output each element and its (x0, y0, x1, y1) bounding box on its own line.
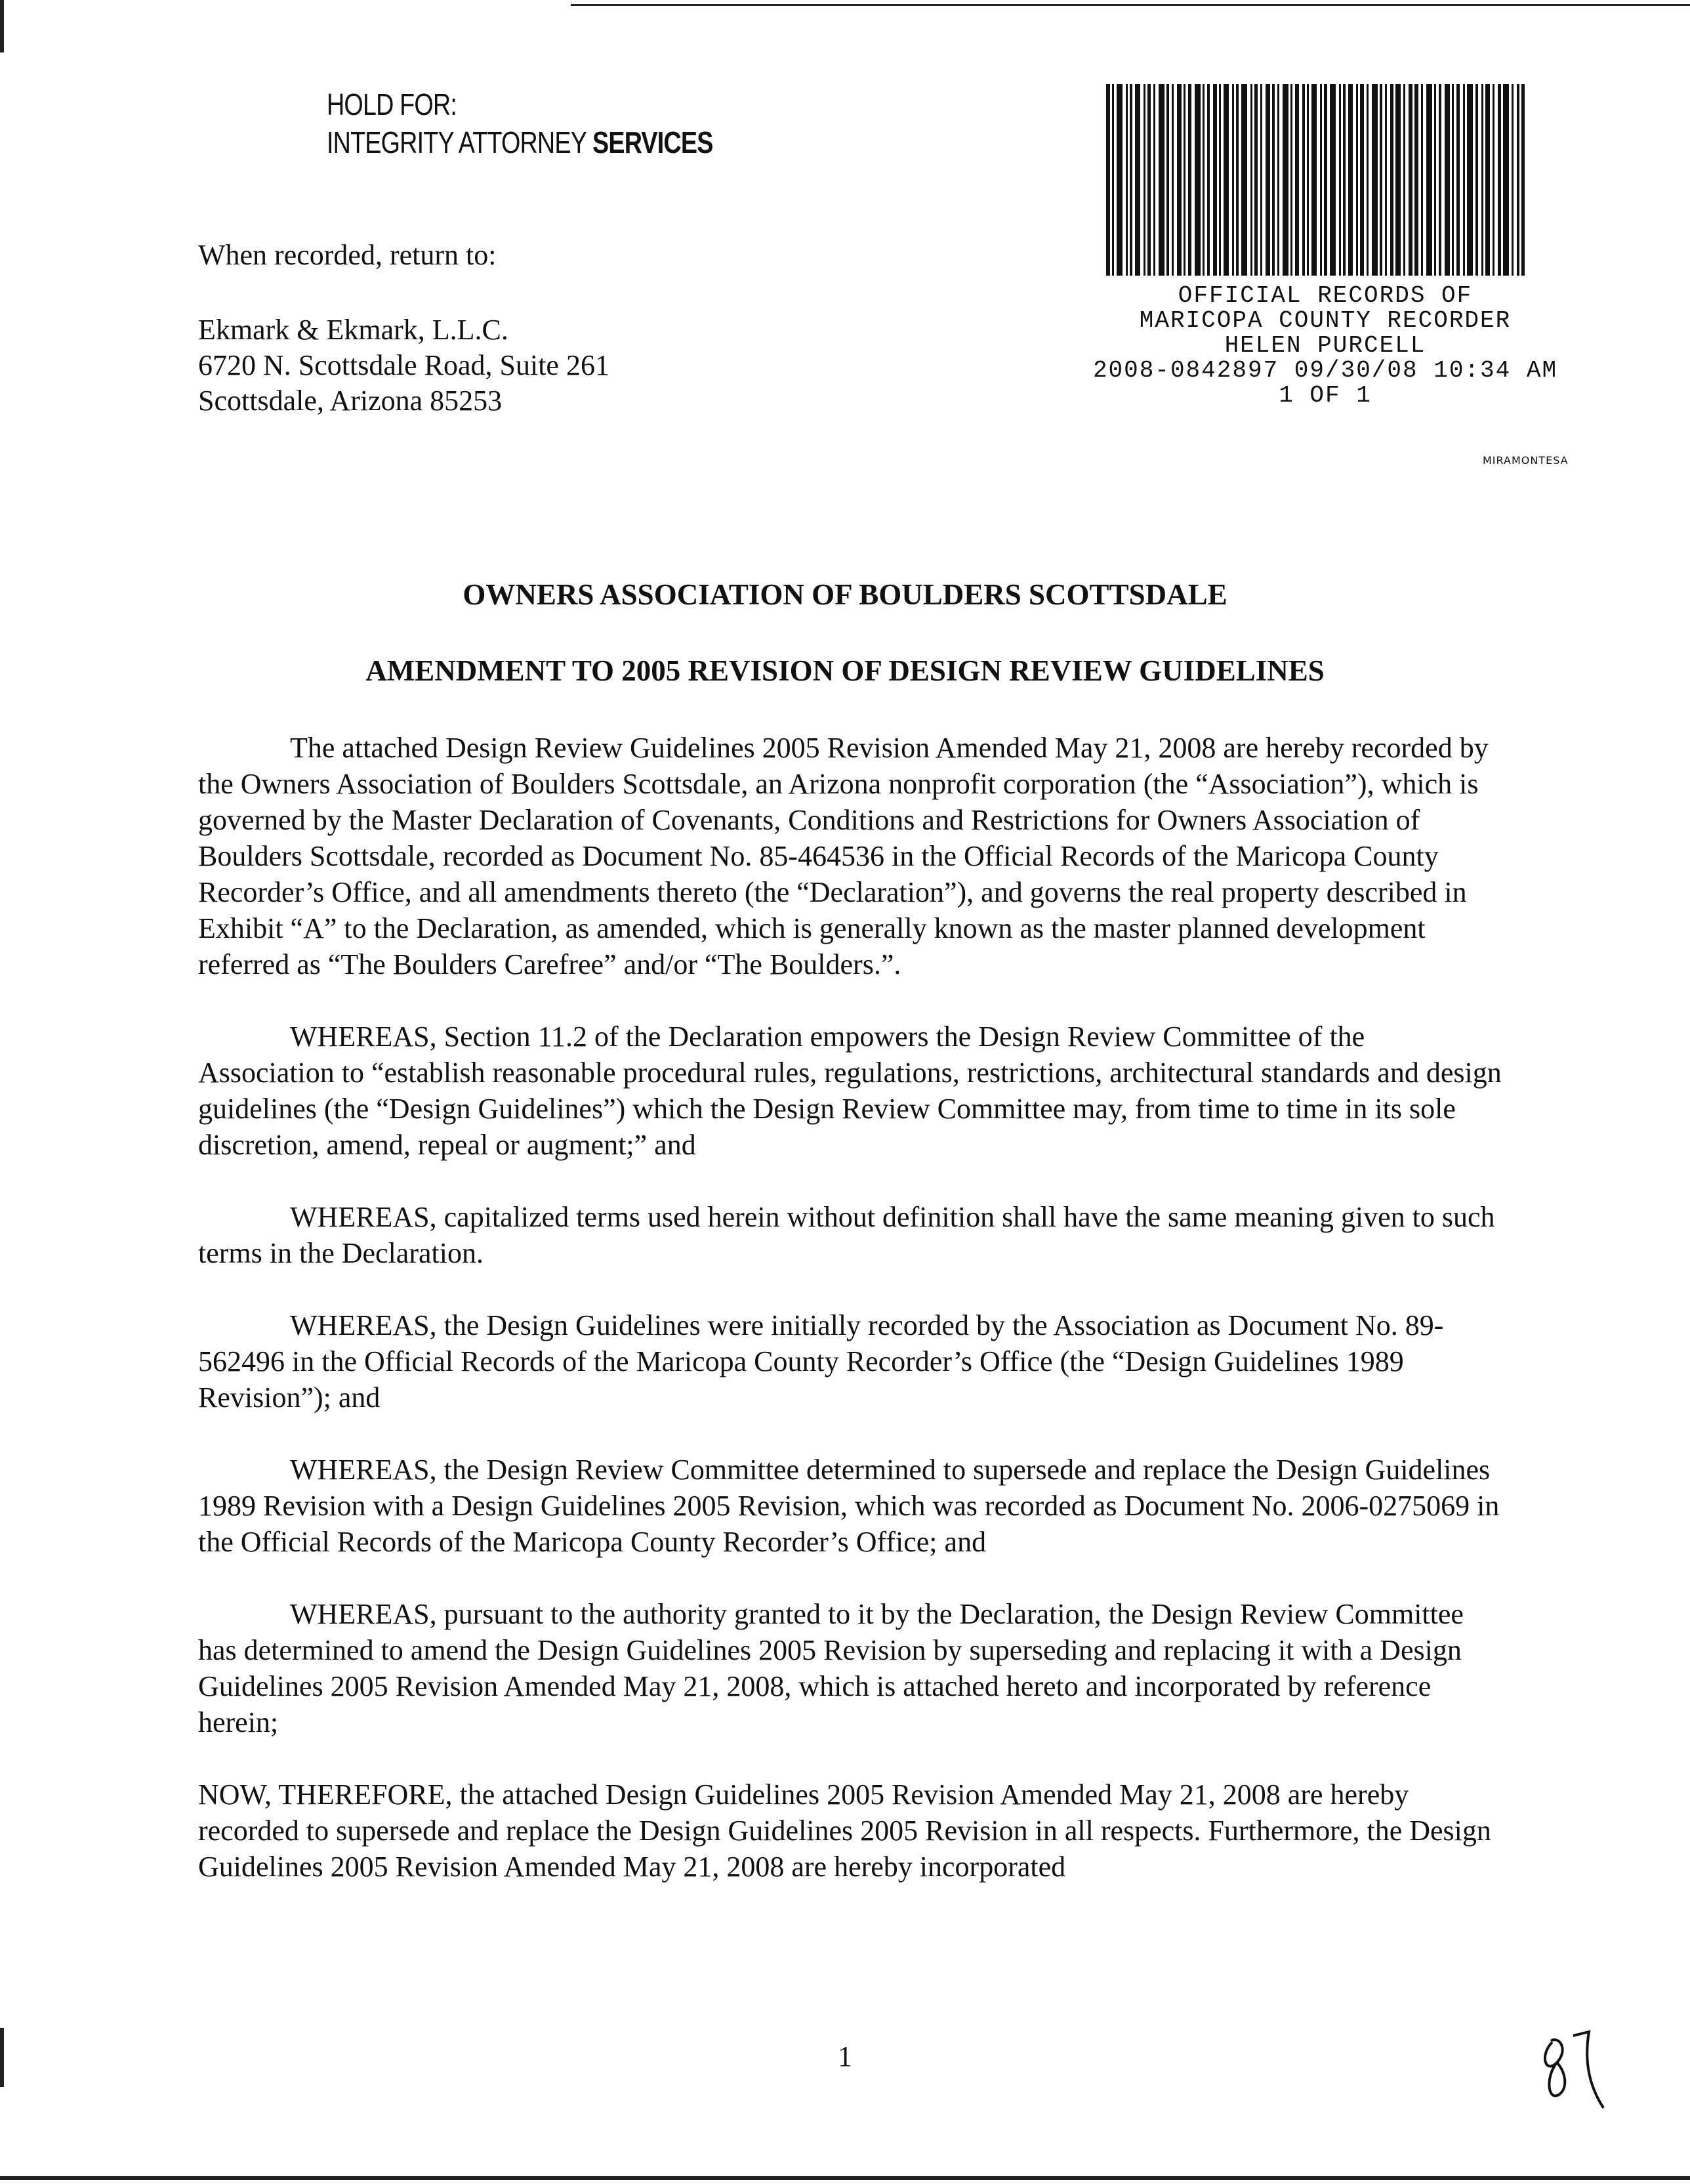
barcode-bar (1356, 84, 1358, 276)
barcode-bar (1177, 84, 1182, 276)
address-line: Scottsdale, Arizona 85253 (198, 385, 503, 417)
barcode-bar (1213, 84, 1217, 276)
document-subtitle: AMENDMENT TO 2005 REVISION OF DESIGN REVIEW GUIDELINES (365, 654, 1325, 687)
barcode-bar (1330, 84, 1336, 276)
bottom-border-line (0, 2176, 1690, 2180)
hold-for-line: HOLD FOR: (327, 87, 457, 121)
recording-number: 2008-0842897 09/30/08 10:34 AM (1092, 357, 1558, 384)
barcode-bar (1295, 84, 1299, 276)
recording-pages: 1 OF 1 (1279, 382, 1372, 409)
paragraph: NOW, THEREFORE, the attached Design Guidelines 2005 Revision Amended May 21, 2008 are hereby recorded to supersede and replace the Design Guidelines 2005 Revision in all respects. Furthermore, the Design Guidelines 2005 Revision Amended May 21, 2008 are hereby incorporated (198, 1778, 1491, 1883)
barcode-bar (1485, 84, 1490, 276)
barcode-bar (1254, 84, 1258, 276)
barcode-bar (1283, 84, 1288, 276)
barcode-bar (1467, 84, 1473, 276)
barcode-bar (1112, 84, 1114, 276)
barcode-bar (1403, 84, 1405, 276)
barcode-bar (1434, 84, 1436, 276)
barcode-bar (1144, 84, 1145, 276)
barcode-bar (1414, 84, 1418, 276)
barcode-bar (1260, 84, 1262, 276)
barcode-bar (1241, 84, 1247, 276)
barcode-bar (1307, 84, 1309, 276)
paragraph: WHEREAS, the Design Guidelines were initially recorded by the Association as Document No. 89-562496 in the Official Records of the Maricopa County Recorder’s Office (the “Design Guidelines 1989 Revision”); and (198, 1309, 1444, 1414)
barcode-bar (1324, 84, 1327, 276)
barcode-bar (1184, 84, 1185, 276)
barcode-bar (1311, 84, 1317, 276)
document-body (198, 730, 1504, 1921)
barcode-bar (1481, 84, 1483, 276)
barcode-bar (1172, 84, 1174, 276)
barcode-bar (1224, 84, 1229, 276)
return-address (198, 312, 609, 419)
barcode-bar (1320, 84, 1322, 276)
barcode-bar (1426, 84, 1432, 276)
barcode-bar (1343, 84, 1346, 276)
paragraph: The attached Design Review Guidelines 2005 Revision Amended May 21, 2008 are hereby recorded by the Owners Association of Boulders Scottsdale, an Arizona nonprofit corporation (the “Association”), which is governed by the Master Declaration of Covenants, Conditions and Restrictions for Owners Association of Boulders Scottsdale, recorded as Document No. 85-464536 in the Official Records of the Maricopa County Recorder’s Office, and all amendments thereto (the “Declaration”), and governs the real property described in Exhibit “A” to the Declaration, as amended, which is generally known as the master planned development referred as “The Boulders Carefree” and/or “The Boulders.”. (198, 732, 1489, 980)
barcode-bar (1421, 84, 1423, 276)
recording-clerk: MIRAMONTESA (1483, 454, 1569, 467)
hold-for-stamp (327, 85, 713, 161)
address-line: Ekmark & Ekmark, L.L.C. (198, 314, 508, 346)
barcode-bar (1135, 84, 1140, 276)
barcode-bar (1348, 84, 1353, 276)
barcode-bar (1203, 84, 1205, 276)
barcode-bar (1302, 84, 1305, 276)
barcode-bar (1147, 84, 1151, 276)
barcode-bar (1130, 84, 1132, 276)
address-line: 6720 N. Scottsdale Road, Suite 261 (198, 349, 609, 381)
barcode-bar (1272, 84, 1275, 276)
barcode-bar (1498, 84, 1501, 276)
paragraph: WHEREAS, pursuant to the authority granted to it by the Declaration, the Design Review Committee has determined to amend the Design Guidelines 2005 Revision by superseding and replacing it with a Design Guidelines 2005 Revision Amended May 21, 2008, which is attached hereto and incorporated by reference herein; (198, 1598, 1464, 1738)
barcode-bar (1372, 84, 1378, 276)
barcode-bar (1126, 84, 1128, 276)
barcode-bar (1390, 84, 1393, 276)
paragraph: WHEREAS, capitalized terms used herein without definition shall have the same meaning given to such terms in the Declaration. (198, 1201, 1495, 1269)
barcode-bar (1232, 84, 1234, 276)
barcode-bar (1409, 84, 1412, 276)
barcode-bar (1266, 84, 1270, 276)
barcode-bar (1445, 84, 1450, 276)
barcode-bar (1439, 84, 1441, 276)
top-border-line (571, 4, 1690, 6)
page-number: 1 (838, 2040, 852, 2072)
recording-line: OFFICIAL RECORDS OF (1178, 282, 1473, 309)
barcode-bar (1166, 84, 1169, 276)
barcode-bar (1277, 84, 1279, 276)
barcode-bar (1367, 84, 1369, 276)
scan-edge-mark (0, 0, 4, 52)
recording-stamp (1023, 284, 1627, 408)
barcode-bar (1207, 84, 1210, 276)
barcode-bar (1236, 84, 1239, 276)
barcode-bar (1153, 84, 1155, 276)
barcode-bar (1290, 84, 1292, 276)
barcode-bar (1250, 84, 1252, 276)
barcode-bar (1385, 84, 1387, 276)
hold-for-company: INTEGRITY ATTORNEY SERVICES (327, 125, 713, 159)
barcode-bar (1456, 84, 1460, 276)
barcode-bar (1512, 84, 1514, 276)
barcode-bar (1117, 84, 1123, 276)
barcode-bar (1463, 84, 1465, 276)
handwritten-mark (1533, 2016, 1611, 2114)
barcode-bar (1159, 84, 1164, 276)
recording-line: MARICOPA COUNTY RECORDER (1139, 307, 1512, 334)
barcode-icon (1102, 84, 1529, 276)
barcode-bar (1106, 84, 1110, 276)
barcode-bar (1517, 84, 1519, 276)
barcode-bar (1339, 84, 1341, 276)
barcode-bar (1219, 84, 1221, 276)
barcode-bar (1521, 84, 1525, 276)
document-title: OWNERS ASSOCIATION OF BOULDERS SCOTTSDALE (463, 578, 1227, 611)
recording-line: HELEN PURCELL (1224, 332, 1426, 359)
barcode-bar (1395, 84, 1401, 276)
barcode-bar (1452, 84, 1454, 276)
barcode-bar (1503, 84, 1509, 276)
barcode-bar (1188, 84, 1191, 276)
barcode-bar (1195, 84, 1201, 276)
barcode-bar (1360, 84, 1364, 276)
paragraph: WHEREAS, the Design Review Committee determined to supersede and replace the Design Guidelines 1989 Revision with a Design Guidelines 2005 Revision, which was recorded as Document No. 2006-0275069 in the Official Records of the Maricopa County Recorder’s Office; and (198, 1454, 1500, 1558)
paragraph: WHEREAS, Section 11.2 of the Declaration empowers the Design Review Committee of the Association to “establish reasonable procedural rules, regulations, restrictions, architectural standards and design guidelines (the “Design Guidelines”) which the Design Review Committee may, from time to time in its sole discretion, amend, repeal or augment;” and (198, 1020, 1502, 1161)
barcode-bar (1493, 84, 1494, 276)
barcode-bar (1475, 84, 1478, 276)
return-label: When recorded, return to: (198, 239, 497, 271)
barcode-bar (1380, 84, 1382, 276)
